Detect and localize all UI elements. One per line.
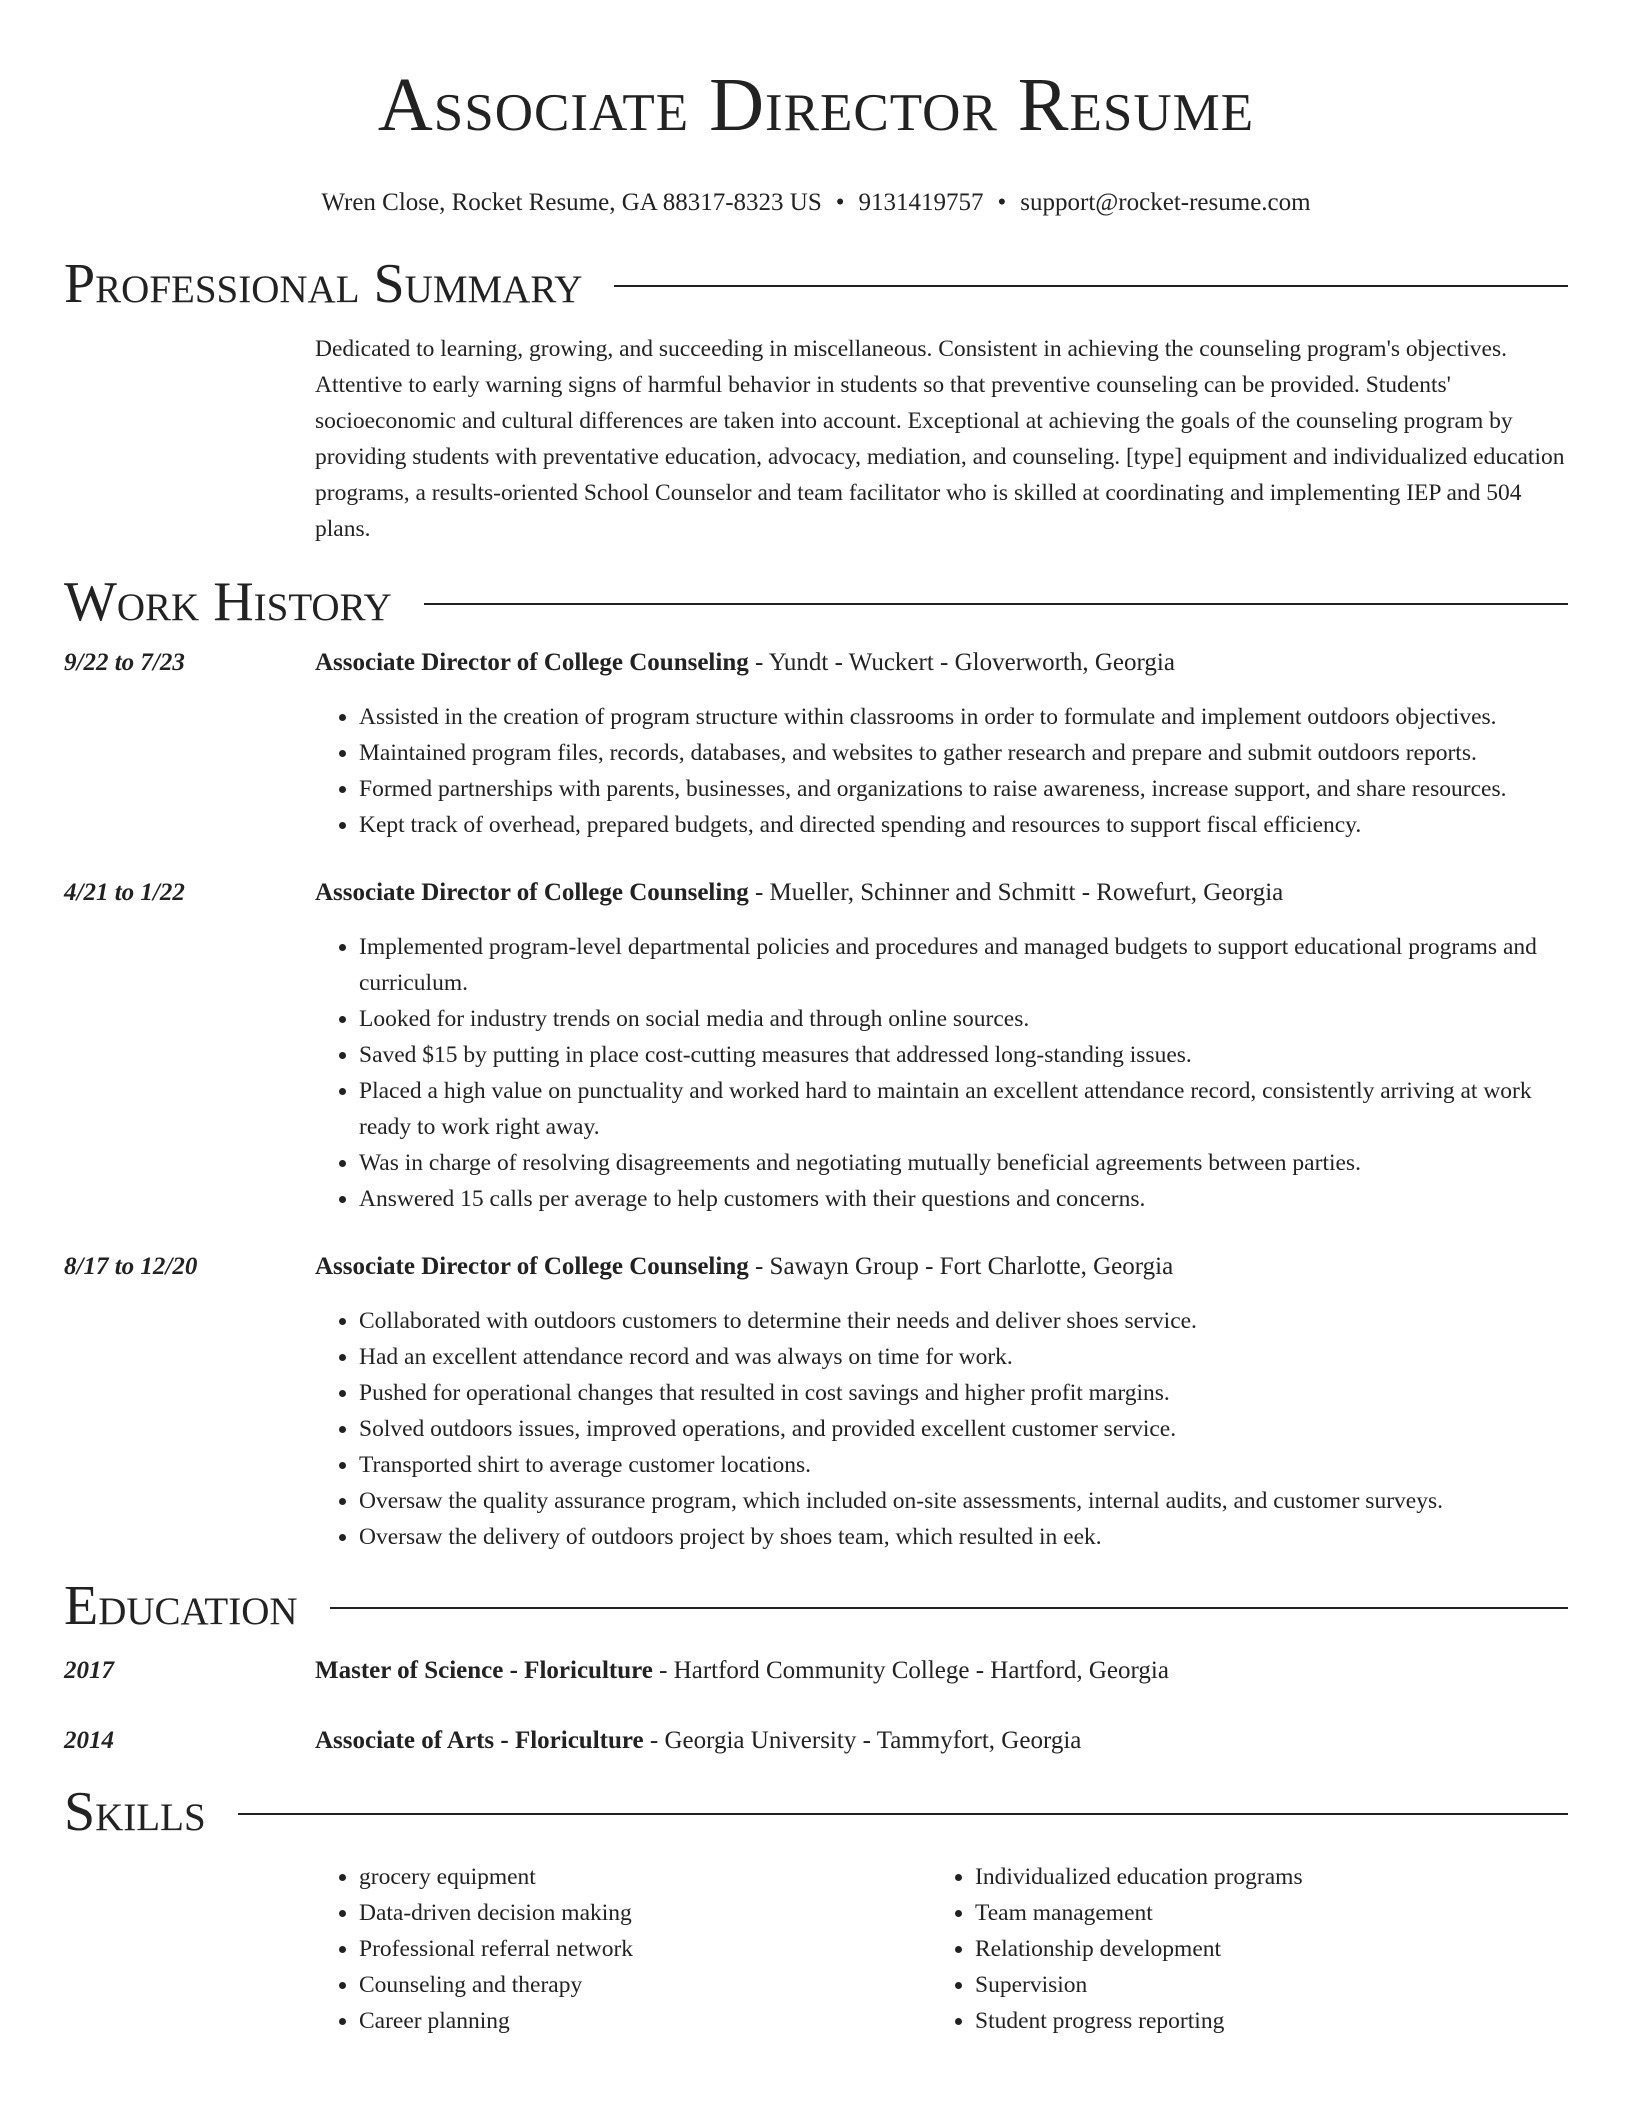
education-school: - Georgia University - Tammyfort, Georgia bbox=[643, 1727, 1082, 1754]
skill-item: • Individualized education programs bbox=[975, 1859, 1547, 1895]
contact-phone: 9131419757 bbox=[858, 189, 984, 216]
skill-item: • Team management bbox=[975, 1895, 1547, 1931]
section-header-skills bbox=[64, 1777, 1568, 1847]
job-body bbox=[315, 645, 1568, 843]
section-divider bbox=[614, 285, 1568, 287]
skills-list-left bbox=[315, 1859, 931, 2039]
section-divider bbox=[238, 1813, 1568, 1815]
job-entry bbox=[64, 1249, 1568, 1555]
list-item: • Maintained program files, records, databases, and websites to gather research and prepare and submit outdoors reports. bbox=[359, 735, 1568, 771]
education-degree: Associate of Arts - Floriculture bbox=[315, 1727, 644, 1754]
skills-list-right bbox=[931, 1859, 1547, 2039]
job-bullets bbox=[315, 699, 1568, 843]
contact-email: support@rocket-resume.com bbox=[1020, 189, 1311, 216]
list-item: • Formed partnerships with parents, businesses, and organizations to raise awareness, increase support, and share resources. bbox=[359, 771, 1568, 807]
skills-spacer bbox=[64, 1859, 315, 2039]
skills-row bbox=[64, 1859, 1568, 2039]
list-item: • Oversaw the quality assurance program, which included on-site assessments, internal audits, and customer surveys. bbox=[359, 1483, 1568, 1519]
list-item: • Assisted in the creation of program structure within classrooms in order to formulate and implement outdoors objectives. bbox=[359, 699, 1568, 735]
job-body bbox=[315, 875, 1568, 1217]
job-title: Associate Director of College Counseling bbox=[315, 879, 749, 906]
education-school: - Hartford Community College - Hartford, Georgia bbox=[652, 1657, 1169, 1684]
list-item: • Answered 15 calls per average to help customers with their questions and concerns. bbox=[359, 1181, 1568, 1217]
skill-item: • Professional referral network bbox=[359, 1931, 931, 1967]
job-heading bbox=[315, 875, 1568, 911]
skill-item: • Career planning bbox=[359, 2003, 931, 2039]
job-entry bbox=[64, 645, 1568, 843]
section-header-summary bbox=[64, 249, 1568, 319]
job-employer: - Yundt - Wuckert - Gloverworth, Georgia bbox=[748, 649, 1175, 676]
list-item: • Looked for industry trends on social media and through online sources. bbox=[359, 1001, 1568, 1037]
section-title-skills: Skills bbox=[64, 1781, 206, 1843]
job-dates: 9/22 to 7/23 bbox=[64, 649, 185, 676]
education-entry bbox=[64, 1723, 1568, 1759]
list-item: • Pushed for operational changes that resulted in cost savings and higher profit margins. bbox=[359, 1375, 1568, 1411]
summary-text: Dedicated to learning, growing, and succeeding in miscellaneous. Consistent in achieving the counseling program's objectives. Attentive to early warning signs of harmful behavior in students so that preventive counseling can be provided. Students' socioeconomic and cultural differences are taken into account. Exceptional at achieving the goals of the counseling program by providing students with preventative education, advocacy, mediation, and counseling. [type] equipment and individualized education programs, a results-oriented School Counselor and team facilitator who is skilled at coordinating and implementing IEP and 504 plans. bbox=[315, 336, 1565, 542]
list-item: • Saved $15 by putting in place cost-cutting measures that addressed long-standing issues. bbox=[359, 1037, 1568, 1073]
job-employer: - Sawayn Group - Fort Charlotte, Georgia bbox=[748, 1253, 1174, 1280]
skills-grid bbox=[315, 1859, 1568, 2039]
summary-spacer bbox=[64, 331, 315, 547]
contact-separator: • bbox=[835, 189, 845, 216]
job-heading bbox=[315, 1249, 1568, 1285]
section-divider bbox=[424, 603, 1568, 605]
job-bullets bbox=[315, 929, 1568, 1217]
skill-item: • Student progress reporting bbox=[975, 2003, 1547, 2039]
education-entry bbox=[64, 1653, 1568, 1689]
education-heading bbox=[315, 1653, 1568, 1689]
contact-address: Wren Close, Rocket Resume, GA 88317-8323 US bbox=[321, 189, 822, 216]
job-bullets bbox=[315, 1303, 1568, 1555]
education-degree: Master of Science - Floriculture bbox=[315, 1657, 653, 1684]
list-item: • Was in charge of resolving disagreements and negotiating mutually beneficial agreements between parties. bbox=[359, 1145, 1568, 1181]
section-header-work bbox=[64, 567, 1568, 637]
section-title-summary: Professional Summary bbox=[64, 253, 583, 315]
job-body bbox=[315, 1249, 1568, 1555]
list-item: • Transported shirt to average customer locations. bbox=[359, 1447, 1568, 1483]
education-year: 2014 bbox=[64, 1727, 114, 1754]
skill-item: • Relationship development bbox=[975, 1931, 1547, 1967]
list-item: • Placed a high value on punctuality and worked hard to maintain an excellent attendance record, consistently arriving at work ready to work right away. bbox=[359, 1073, 1568, 1145]
list-item: • Solved outdoors issues, improved operations, and provided excellent customer service. bbox=[359, 1411, 1568, 1447]
section-divider bbox=[330, 1607, 1568, 1609]
contact-line bbox=[64, 188, 1568, 218]
skill-item: • Data-driven decision making bbox=[359, 1895, 931, 1931]
skill-item: • grocery equipment bbox=[359, 1859, 931, 1895]
summary-row bbox=[64, 331, 1568, 547]
job-heading bbox=[315, 645, 1568, 681]
job-entry bbox=[64, 875, 1568, 1217]
resume-title: Associate Director Resume bbox=[377, 63, 1255, 147]
job-title: Associate Director of College Counseling bbox=[315, 649, 749, 676]
list-item: • Oversaw the delivery of outdoors project by shoes team, which resulted in eek. bbox=[359, 1519, 1568, 1555]
section-header-education bbox=[64, 1571, 1568, 1641]
education-year: 2017 bbox=[64, 1657, 114, 1684]
skill-item: • Supervision bbox=[975, 1967, 1547, 2003]
education-heading bbox=[315, 1723, 1568, 1759]
list-item: • Implemented program-level departmental policies and procedures and managed budgets to support educational programs and curriculum. bbox=[359, 929, 1568, 1001]
job-title: Associate Director of College Counseling bbox=[315, 1253, 749, 1280]
job-employer: - Mueller, Schinner and Schmitt - Rowefurt, Georgia bbox=[748, 879, 1284, 906]
skill-item: • Counseling and therapy bbox=[359, 1967, 931, 2003]
list-item: • Had an excellent attendance record and was always on time for work. bbox=[359, 1339, 1568, 1375]
list-item: • Kept track of overhead, prepared budgets, and directed spending and resources to support fiscal efficiency. bbox=[359, 807, 1568, 843]
section-title-education: Education bbox=[64, 1575, 298, 1637]
job-dates: 4/21 to 1/22 bbox=[64, 879, 185, 906]
section-title-work: Work History bbox=[64, 571, 392, 633]
job-dates: 8/17 to 12/20 bbox=[64, 1253, 198, 1280]
list-item: • Collaborated with outdoors customers to determine their needs and deliver shoes service. bbox=[359, 1303, 1568, 1339]
contact-separator: • bbox=[997, 189, 1007, 216]
